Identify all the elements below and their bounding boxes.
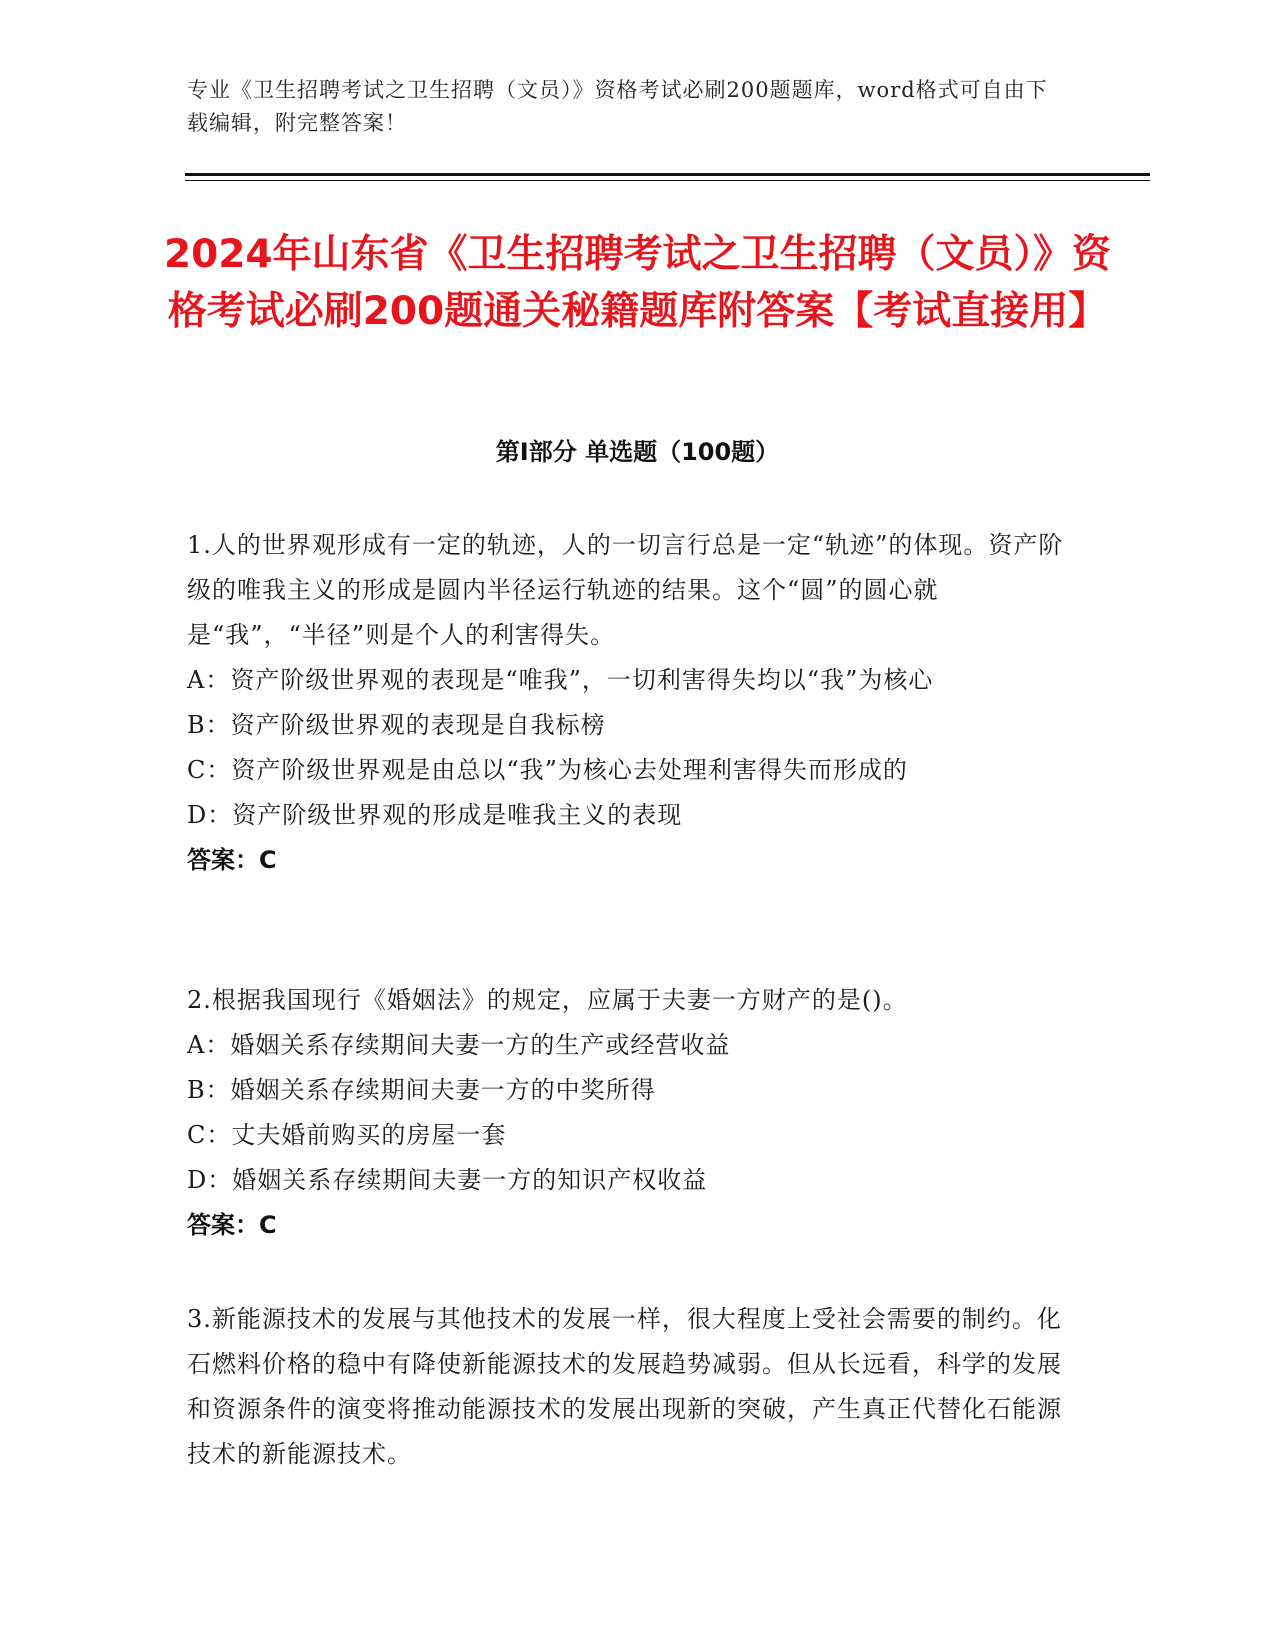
option-d: D：资产阶级世界观的形成是唯我主义的表现 <box>187 801 683 829</box>
question-2 <box>187 978 1067 1248</box>
section-heading: 第I部分 单选题（100题） <box>495 438 780 466</box>
option-c: C：丈夫婚前购买的房屋一套 <box>187 1121 507 1149</box>
option-b: B：资产阶级世界观的表现是自我标榜 <box>187 711 606 739</box>
question-1 <box>187 523 1067 883</box>
question-stem: 3.新能源技术的发展与其他技术的发展一样，很大程度上受社会需要的制约。化石燃料价格的稳中有降使新能源技术的发展趋势减弱。但从长远看，科学的发展和资源条件的演变将推动能源技术的发展出现新的突破，产生真正代替化石能源技术的新能源技术。 <box>187 1305 1062 1468</box>
option-d: D：婚姻关系存续期间夫妻一方的知识产权收益 <box>187 1166 708 1194</box>
document-title: 2024年山东省《卫生招聘考试之卫生招聘（文员）》资格考试必刷200题通关秘籍题库附答案【考试直接用】 <box>163 232 1112 334</box>
option-a: A：资产阶级世界观的表现是“唯我”，一切利害得失均以“我”为核心 <box>187 666 934 694</box>
question-stem: 1.人的世界观形成有一定的轨迹，人的一切言行总是一定“轨迹”的体现。资产阶级的唯我主义的形成是圆内半径运行轨迹的结果。这个“圆”的圆心就是“我”，“半径”则是个人的利害得失。 <box>187 531 1064 649</box>
header-note: 专业《卫生招聘考试之卫生招聘（文员）》资格考试必刷200题题库，word格式可自由下载编辑，附完整答案！ <box>187 78 1048 135</box>
question-3 <box>187 1297 1067 1477</box>
header-rule-thick <box>185 173 1150 176</box>
answer-label: 答案：C <box>187 1211 277 1239</box>
option-a: A：婚姻关系存续期间夫妻一方的生产或经营收益 <box>187 1031 731 1059</box>
header-rule-thin <box>185 180 1150 181</box>
option-b: B：婚姻关系存续期间夫妻一方的中奖所得 <box>187 1076 656 1104</box>
option-c: C：资产阶级世界观是由总以“我”为核心去处理利害得失而形成的 <box>187 756 908 784</box>
question-stem: 2.根据我国现行《婚姻法》的规定，应属于夫妻一方财产的是()。 <box>187 986 908 1014</box>
answer-label: 答案：C <box>187 846 277 874</box>
